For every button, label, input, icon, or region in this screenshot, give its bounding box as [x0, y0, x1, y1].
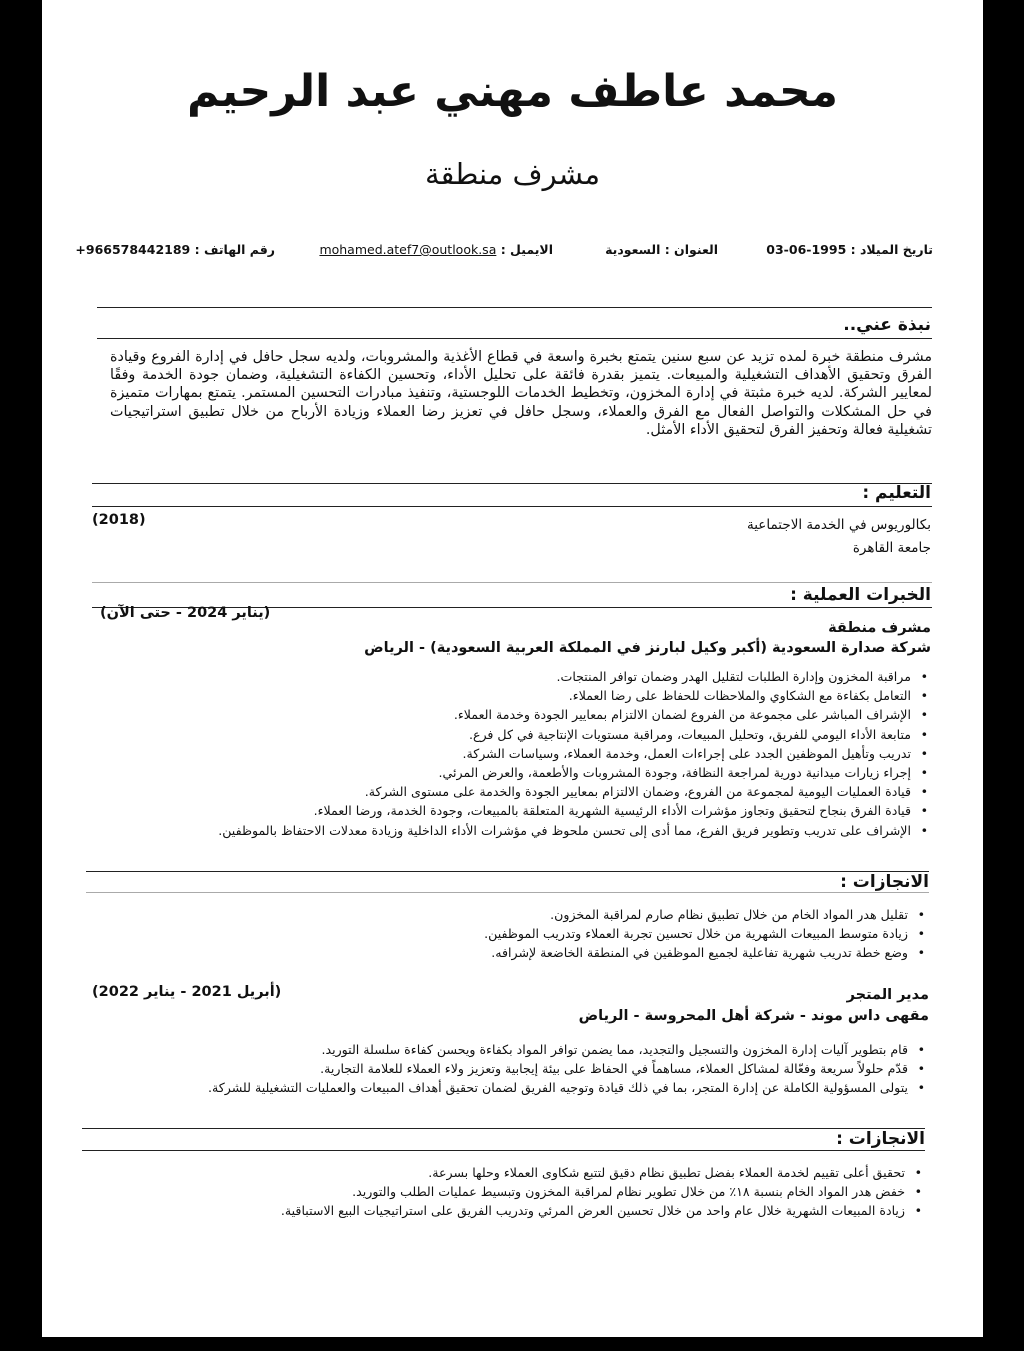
experience-heading: الخبرات العملية :: [790, 585, 931, 605]
job-role: مشرف منطقة: [828, 620, 931, 636]
job-duties-list: [218, 667, 931, 840]
education-year: (2018): [92, 512, 146, 528]
list-item: • تقليل هدر المواد الخام من خلال تطبيق نظام صارم لمراقبة المخزون.: [484, 905, 928, 924]
job-company: مقهى داس موند - شركة أهل المحروسة - الرياض: [578, 1008, 929, 1024]
email-label: الايميل :: [496, 242, 553, 257]
divider: [92, 506, 932, 507]
divider: [97, 338, 932, 339]
about-text: مشرف منطقة خبرة لمده تزيد عن سبع سنين يتمتع بخبرة واسعة في قطاع الأغذية والمشروبات، ولديه سجل حافل في إدارة الفروع وقيادة الفرق وتحقيق الأهداف التشغيلية والمبيعات. يتميز بقدرة فائقة على تحليل الأداء، وتحسين الكفاءة التشغيلية، وضمان جودة الخدمة وفقًا لمعايير الشركة. لديه خبرة مثبتة في إدارة المخزون، وتخطيط الخدمات اللوجستية، وتنفيذ مبادرات التحسين المستمر. يتمتع بمهارات متميزة في حل المشكلات والتواصل الفعال مع الفرق والعملاء، وسجل حافل في تعزيز رضا العملاء وزيادة الأرباح من خلال تطبيق استراتيجيات تشغيلية فعالة وتحفيز الفرق لتحقيق الأداء الأمثل.: [110, 349, 932, 438]
divider: [97, 307, 932, 308]
job-dates: (يناير 2024 - حتى الآن): [100, 605, 271, 621]
list-item: • قيادة الفرق بنجاح لتحقيق وتجاوز مؤشرات الأداء الرئيسية الشهرية المتعلقة بالمبيعات، وجودة الخدمة، ورضا العملاء.: [218, 801, 931, 820]
achievements-list: [484, 905, 928, 963]
job-title: مشرف منطقة: [425, 157, 600, 191]
list-item: • زيادة المبيعات الشهرية خلال عام واحد من خلال تحسين العرض المرئي وتدريب الفريق على استراتيجيات البيع الاستباقية.: [281, 1201, 925, 1220]
list-item: • تدريب وتأهيل الموظفين الجدد على إجراءات العمل، وخدمة العملاء، وسياسات الشركة.: [218, 744, 931, 763]
list-item: • خفض هدر المواد الخام بنسبة ١٨٪ من خلال تطوير نظام لمراقبة المخزون وتبسيط عمليات الطلب والتوريد.: [281, 1182, 925, 1201]
divider: [82, 1150, 925, 1151]
address: العنوان : السعودية: [605, 242, 718, 257]
divider: [86, 871, 929, 872]
birth-date: تاريخ الميلاد : 1995-06-03: [766, 242, 933, 257]
email-link[interactable]: mohamed.atef7@outlook.sa: [319, 242, 497, 257]
list-item: • قام بتطوير آليات إدارة المخزون والتسجيل والتجديد، مما يضمن توافر المواد بكفاءة ويحسن كفاءة سلسلة التوريد.: [208, 1040, 928, 1059]
full-name: محمد عاطف مهني عبد الرحيم: [187, 66, 838, 117]
job-duties-list: [208, 1040, 928, 1098]
achievements-heading: الانجازات :: [840, 872, 929, 892]
achievements-list: [281, 1163, 925, 1221]
divider: [82, 1128, 925, 1129]
job-dates: (أبريل 2021 - يناير 2022): [92, 984, 282, 1000]
list-item: • قدّم حلولاً سريعة وفعّالة لمشاكل العملاء، مساهماً في الحفاظ على بيئة إيجابية وتعزيز ولاء العملاء للعلامة التجارية.: [208, 1059, 928, 1078]
resume-page: [42, 0, 983, 1337]
list-item: • وضع خطة تدريب شهرية تفاعلية لجميع الموظفين في المنطقة الخاضعة لإشرافه.: [484, 943, 928, 962]
achievements-heading: الانجازات :: [836, 1129, 925, 1149]
divider: [92, 483, 932, 484]
list-item: • إجراء زيارات ميدانية دورية لمراجعة النظافة، وجودة المشروبات والأطعمة، والعرض المرئي.: [218, 763, 931, 782]
job-role: مدير المتجر: [846, 987, 929, 1003]
list-item: • زيادة متوسط المبيعات الشهرية من خلال تحسين تجربة العملاء وتدريب الموظفين.: [484, 924, 928, 943]
list-item: • الإشراف المباشر على مجموعة من الفروع لضمان الالتزام بمعايير الجودة وخدمة العملاء.: [218, 705, 931, 724]
degree: بكالوريوس في الخدمة الاجتماعية: [746, 517, 931, 533]
divider: [92, 582, 932, 583]
about-heading: نبذة عني..: [843, 315, 931, 335]
list-item: • مراقبة المخزون وإدارة الطلبات لتقليل الهدر وضمان توافر المنتجات.: [218, 667, 931, 686]
list-item: • تحقيق أعلى تقييم لخدمة العملاء بفضل تطبيق نظام دقيق لتتبع شكاوى العملاء وحلها بسرعة.: [281, 1163, 925, 1182]
list-item: • قيادة العمليات اليومية لمجموعة من الفروع، وضمان الالتزام بمعايير الجودة والخدمة على مستوى الشركة.: [218, 782, 931, 801]
list-item: • يتولى المسؤولية الكاملة عن إدارة المتجر، بما في ذلك قيادة وتوجيه الفريق لضمان تحقيق أهداف المبيعات والعمليات التشغيلية للشركة.: [208, 1078, 928, 1097]
list-item: • التعامل بكفاءة مع الشكاوي والملاحظات للحفاظ على رضا العملاء.: [218, 686, 931, 705]
job-company: شركة صدارة السعودية (أكبر وكيل لبارنز في المملكة العربية السعودية) - الرياض: [364, 640, 931, 656]
list-item: • الإشراف على تدريب وتطوير فريق الفرع، مما أدى إلى تحسن ملحوظ في مؤشرات الأداء الداخلية وزيادة معدلات الاحتفاظ بالموظفين.: [218, 821, 931, 840]
phone: رقم الهاتف : 966578442189+: [75, 242, 275, 257]
university: جامعة القاهرة: [852, 540, 931, 556]
divider: [86, 892, 929, 893]
email-field: [319, 242, 553, 257]
list-item: • متابعة الأداء اليومي للفريق، وتحليل المبيعات، ومراقبة مستويات الإنتاجية في كل فرع.: [218, 725, 931, 744]
education-heading: التعليم :: [862, 483, 931, 503]
